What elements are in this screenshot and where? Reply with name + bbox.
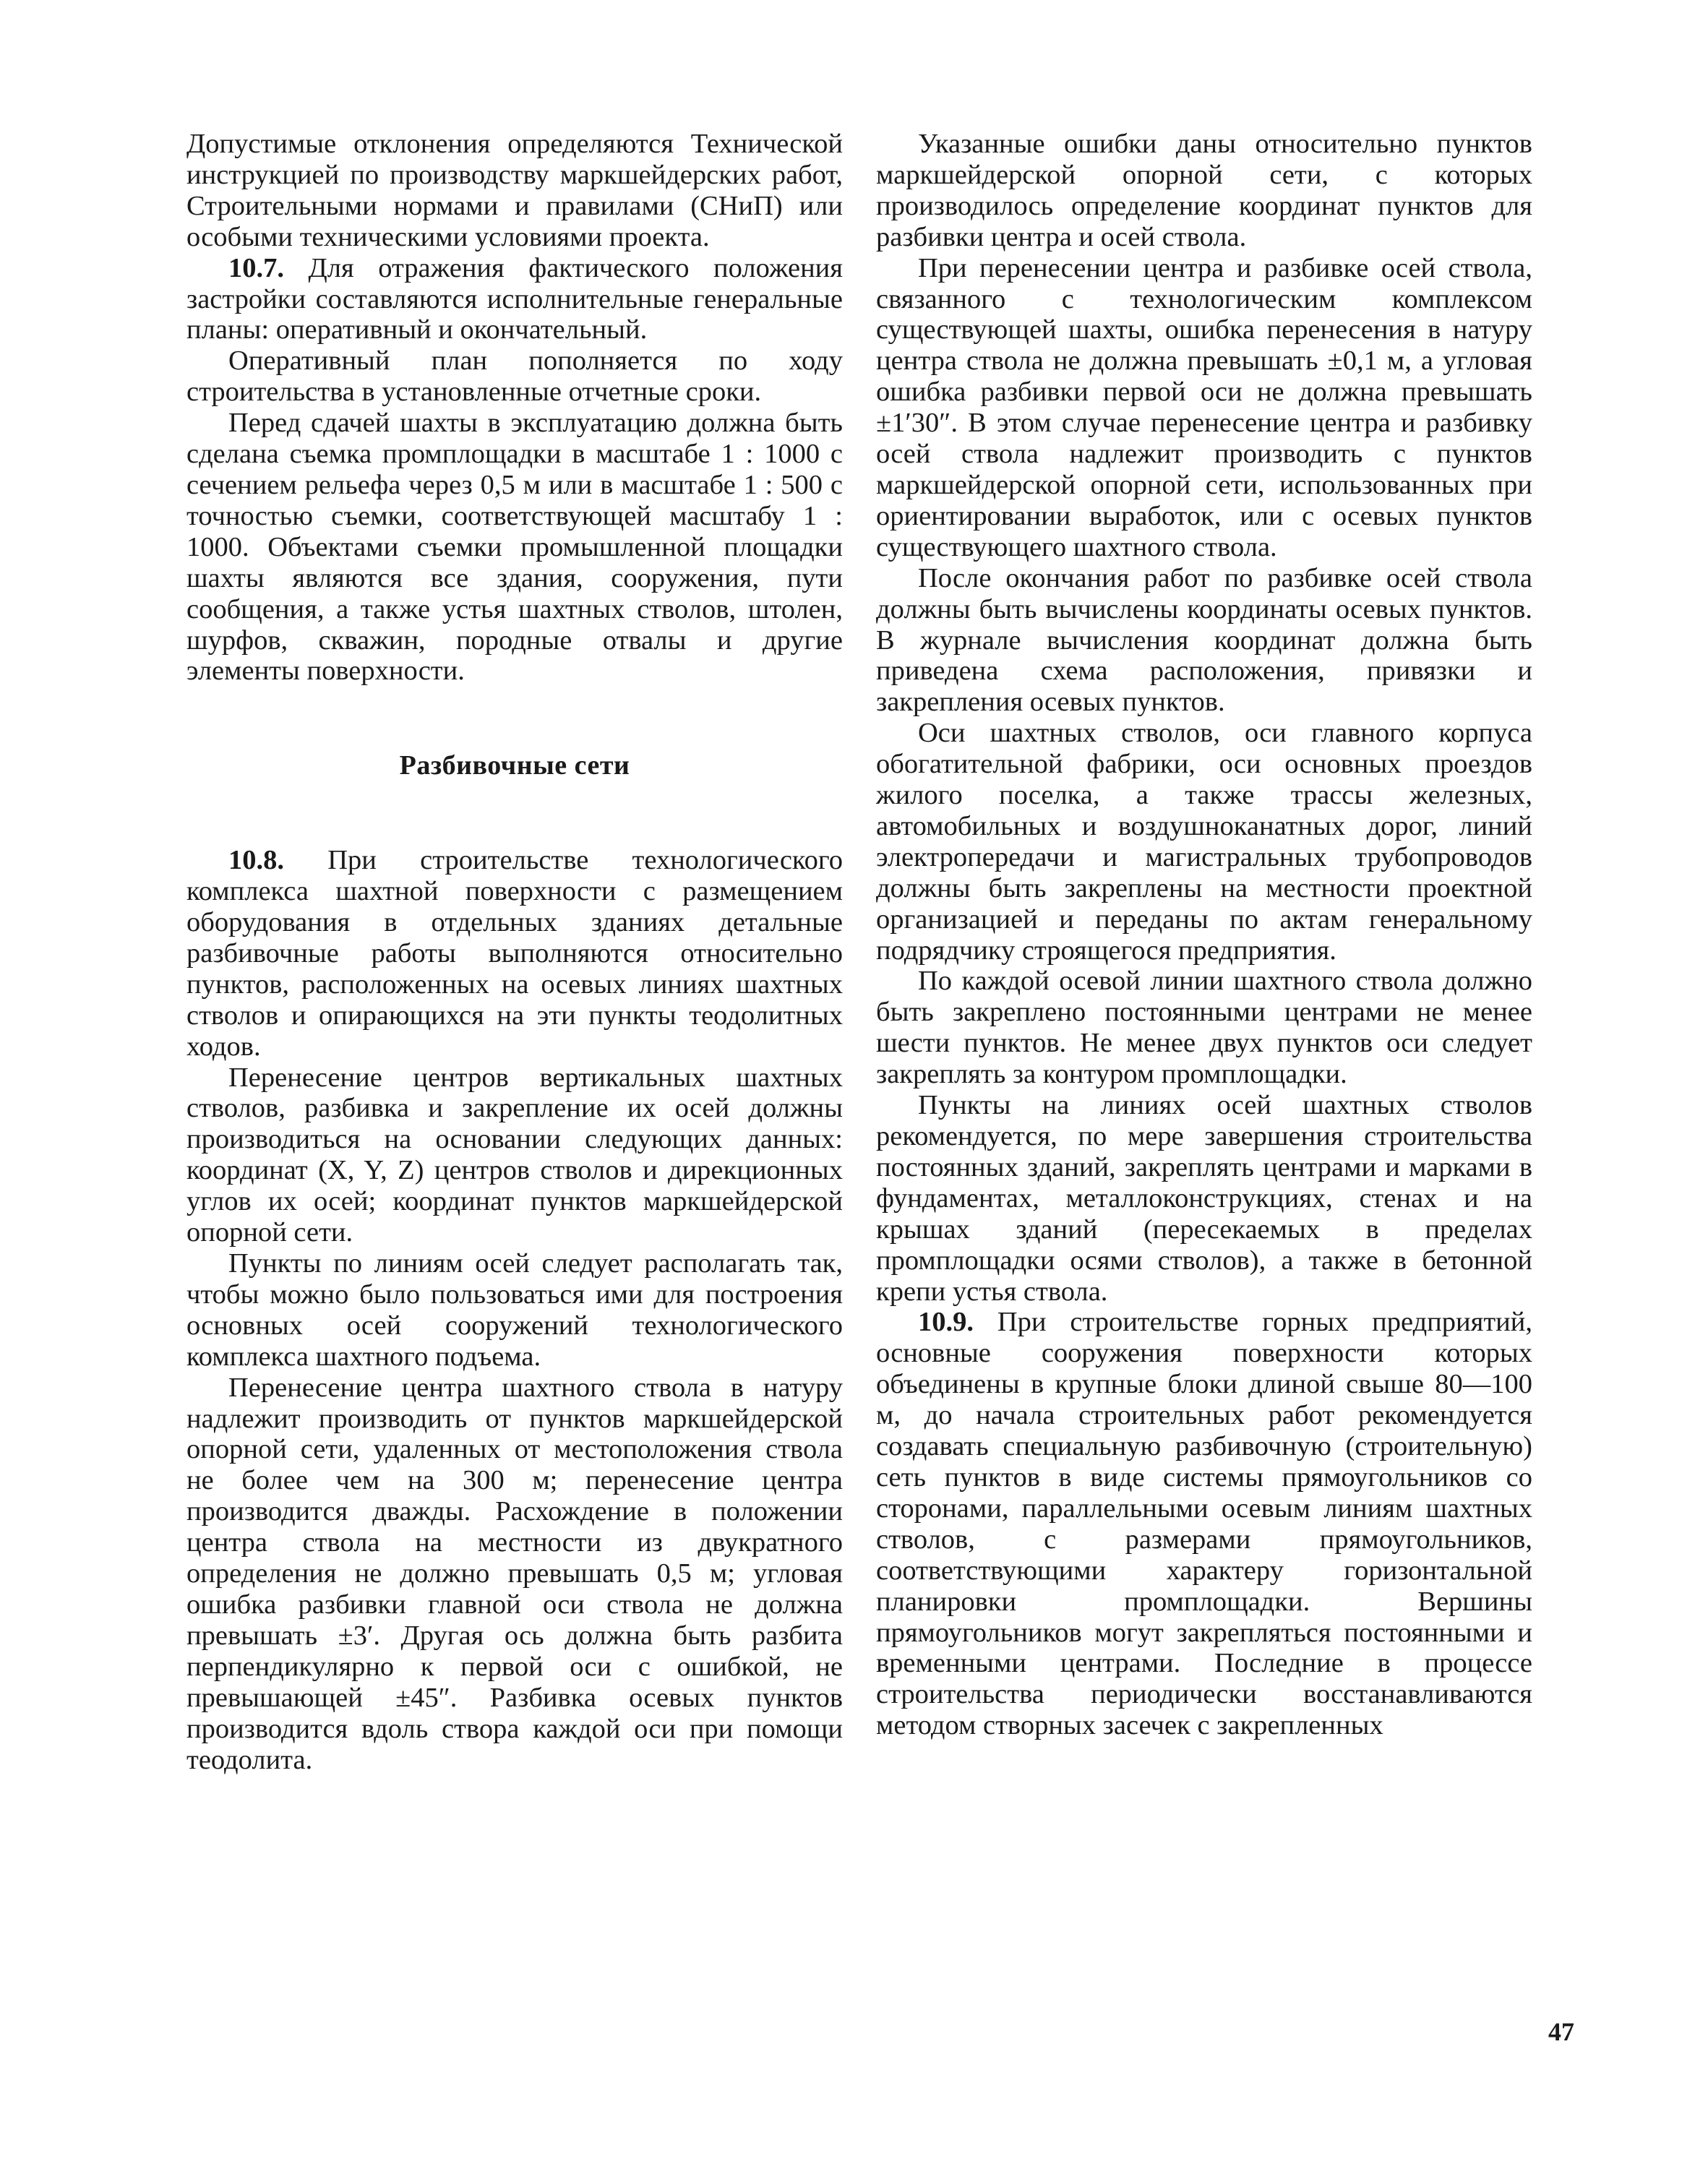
section-number: 10.9. bbox=[918, 1307, 974, 1338]
paragraph: Указанные ошибки даны относительно пунктов маркшейдерской опорной сети, с которых производилось определение координат пунктов для разбивки центра и осей ствола. bbox=[876, 129, 1532, 252]
paragraph: Перенесение центра шахтного ствола в натуру надлежит производить от пунктов маркшейдерской опорной сети, удаленных от местоположения ствола не более чем на 300 м; перенесение центра производится дважды. Расхождение в положении центра ствола на местности из двукратного определения не должно превышать 0,5 м; угловая ошибка разбивки главной оси ствола не должна превышать ±3′. Другая ось должна быть разбита перпендикулярно к первой оси с ошибкой, не превышающей ±45″. Разбивка осевых пунктов производится вдоль створа каждой оси при помощи теодолита. bbox=[186, 1372, 843, 1775]
section-heading: Разбивочные сети bbox=[399, 750, 630, 781]
paragraph: Оперативный план пополняется по ходу строительства в установленные отчетные сроки. bbox=[186, 345, 843, 408]
paragraph-text: При строительстве технологического комплекса шахтной поверхности с размещением оборудования в отдельных зданиях детальные разбивочные работы выполняются относительно пунктов, расположенных на осевых линиях шахтных стволов и опирающихся на эти пункты теодолитных ходов. bbox=[186, 845, 843, 1062]
paragraph: Оси шахтных стволов, оси главного корпуса обогатительной фабрики, оси основных проездов жилого поселка, а также трассы железных, автомобильных и воздушноканатных дорог, линий электропередачи и магистральных трубопроводов должны быть закреплены на местности проектной организацией и переданы по актам генеральному подрядчику строящегося предприятия. bbox=[876, 718, 1532, 966]
paragraph: При перенесении центра и разбивке осей ствола, связанного с технологическим комплексом существующей шахты, ошибка перенесения в натуру центра ствола не должна превышать ±0,1 м, а угловая ошибка разбивки первой оси не должна превышать ±1′30″. В этом случае перенесение центра и разбивку осей ствола надлежит производить с пунктов маркшейдерской опорной сети, использованных при ориентировании выработок, или с осевых пунктов существующего шахтного ствола. bbox=[876, 252, 1532, 562]
left-column bbox=[186, 129, 843, 1775]
paragraph: Пункты на линиях осей шахтных стволов рекомендуется, по мере завершения строительства постоянных зданий, закреплять центрами и марками в фундаментах, металлоконструкциях, стенах и на крышах зданий (пересекаемых в пределах промплощадки осями стволов), а также в бетонной крепи устья ствола. bbox=[876, 1090, 1532, 1307]
paragraph-text: При строительстве горных предприятий, основные сооружения поверхности которых объединены в крупные блоки длиной свыше 80—100 м, до начала строительных работ рекомендуется создавать специальную разбивочную (строительную) сеть пунктов в виде системы прямоугольников со сторонами, параллельными осевым линиям шахтных стволов, с размерами прямоугольников, соответствующими характеру горизонтальной планировки промплощадки. Вершины прямоугольников могут закрепляться постоянными и временными центрами. Последние в процессе строительства периодически восстанавливаются методом створных засечек с закрепленных bbox=[876, 1307, 1532, 1741]
paragraph: По каждой осевой линии шахтного ствола должно быть закреплено постоянными центрами не менее шести пунктов. Не менее двух пунктов оси следует закреплять за контуром промплощадки. bbox=[876, 966, 1532, 1090]
page-number: 47 bbox=[1548, 2017, 1574, 2046]
paragraph: Перед сдачей шахты в эксплуатацию должна быть сделана съемка промплощадки в масштабе 1 : 1000 с сечением рельефа через 0,5 м или в масштабе 1 : 500 с точностью съемки, соответствующей масштабу 1 : 1000. Объектами съемки промышленной площадки шахты являются все здания, сооружения, пути сообщения, а также устья шахтных стволов, штолен, шурфов, скважин, породные отвалы и другие элементы поверхности. bbox=[186, 408, 843, 687]
paragraph-10-9 bbox=[876, 1307, 1532, 1741]
section-number: 10.7. bbox=[228, 252, 284, 283]
paragraph-text: Для отражения фактического положения застройки составляются исполнительные генеральные планы: оперативный и окончательный. bbox=[186, 252, 843, 345]
section-number: 10.8. bbox=[228, 845, 284, 876]
paragraph: Перенесение центров вертикальных шахтных стволов, разбивка и закрепление их осей должны производиться на основании следующих данных: координат (X, Y, Z) центров стволов и дирекционных углов их осей; координат пунктов маркшейдерской опорной сети. bbox=[186, 1062, 843, 1248]
right-column bbox=[876, 129, 1532, 1741]
paragraph-10-8 bbox=[186, 845, 843, 1062]
paragraph: Допустимые отклонения определяются Технической инструкцией по производству маркшейдерских работ, Строительными нормами и правилами (СНиП) или особыми техническими условиями проекта. bbox=[186, 129, 843, 252]
paragraph: Пункты по линиям осей следует располагать так, чтобы можно было пользоваться ими для построения основных осей сооружений технологического комплекса шахтного подъема. bbox=[186, 1248, 843, 1372]
paragraph-10-7 bbox=[186, 253, 843, 346]
paragraph: После окончания работ по разбивке осей ствола должны быть вычислены координаты осевых пунктов. В журнале вычисления координат должна быть приведена схема расположения, привязки и закрепления осевых пунктов. bbox=[876, 562, 1532, 718]
